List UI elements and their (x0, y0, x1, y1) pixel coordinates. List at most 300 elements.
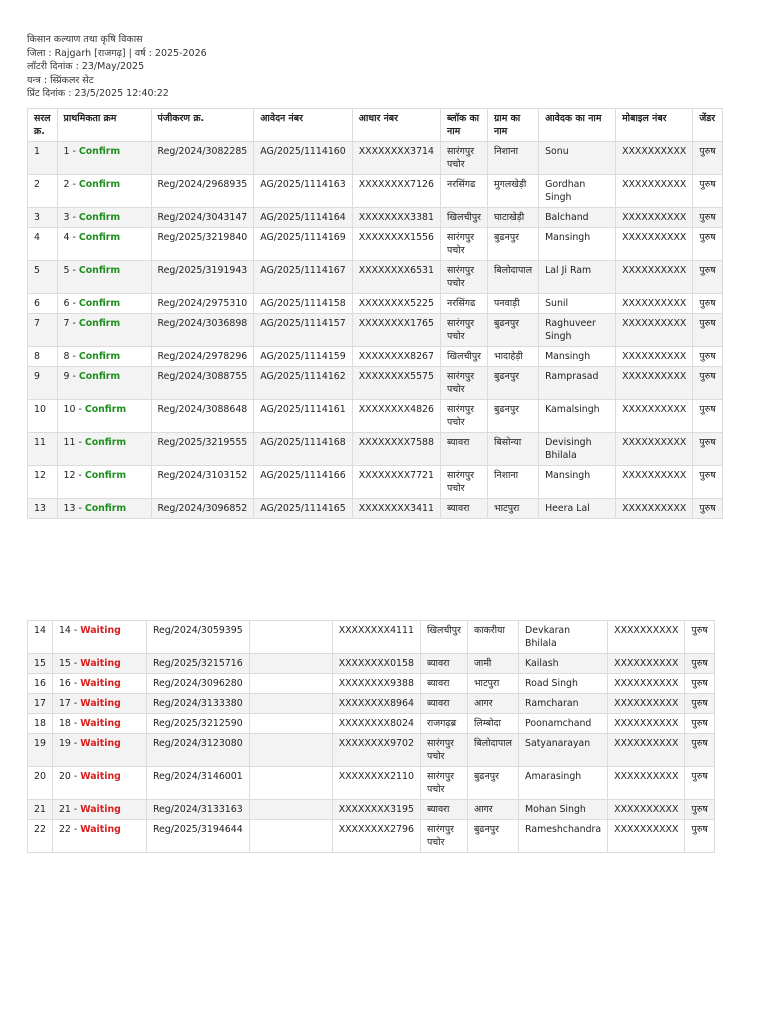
cell-sno: 12 (28, 466, 58, 499)
cell-village: बिलोदापाल (467, 734, 518, 767)
cell-mobile: XXXXXXXXXX (616, 142, 693, 175)
cell-aadhar: XXXXXXXX6531 (352, 261, 440, 294)
cell-block: सारंगपुर पचोर (420, 767, 467, 800)
col-header-app: आवेदन नंबर (254, 109, 352, 142)
table-row (28, 175, 723, 208)
status-label: Confirm (78, 232, 121, 243)
cell-app (249, 654, 332, 674)
cell-sno: 6 (28, 294, 58, 314)
cell-mobile: XXXXXXXXXX (608, 734, 685, 767)
cell-block: सारंगपुर पचोर (440, 367, 487, 400)
cell-name: Sonu (539, 142, 616, 175)
cell-aadhar: XXXXXXXX7721 (352, 466, 440, 499)
col-header-mobile: मोबाइल नंबर (616, 109, 693, 142)
cell-mobile: XXXXXXXXXX (616, 400, 693, 433)
priority-number: 21 (58, 804, 71, 815)
cell-priority (52, 694, 146, 714)
cell-village: बुढनपुर (487, 228, 538, 261)
status-label: Waiting (80, 658, 121, 669)
cell-priority (57, 347, 151, 367)
priority-separator: - (75, 470, 85, 481)
cell-gender: पुरुष (685, 674, 714, 694)
cell-sno: 4 (28, 228, 58, 261)
priority-number: 5 (63, 265, 70, 276)
confirmed-table (27, 108, 723, 519)
cell-block: सारंगपुर पचोर (420, 734, 467, 767)
machine-name: यन्त्र : स्प्रिंकलर सेट (27, 74, 94, 86)
district-year: जिला : Rajgarh [राजगढ़] | वर्ष : 2025-2026 (27, 47, 207, 59)
cell-app (249, 767, 332, 800)
cell-village: आगर (467, 694, 518, 714)
priority-number: 1 (63, 146, 70, 157)
cell-app (249, 694, 332, 714)
priority-number: 14 (58, 625, 71, 636)
cell-reg: Reg/2024/3043147 (151, 208, 254, 228)
priority-separator: - (69, 265, 79, 276)
col-header-sno: सरल क्र. (28, 109, 58, 142)
cell-block: ब्यावरा (420, 654, 467, 674)
table-row (28, 694, 715, 714)
cell-priority (52, 734, 146, 767)
cell-sno: 13 (28, 499, 58, 519)
priority-number: 12 (63, 470, 76, 481)
table-row (28, 820, 715, 853)
cell-priority (52, 654, 146, 674)
cell-reg: Reg/2024/3146001 (146, 767, 249, 800)
cell-priority (57, 466, 151, 499)
priority-number: 13 (63, 503, 76, 514)
priority-separator: - (70, 698, 81, 709)
cell-aadhar: XXXXXXXX5225 (352, 294, 440, 314)
cell-sno: 16 (28, 674, 53, 694)
cell-village: बिसोन्या (487, 433, 538, 466)
cell-name: Gordhan Singh (539, 175, 616, 208)
cell-reg: Reg/2025/3212590 (146, 714, 249, 734)
cell-app (249, 621, 332, 654)
cell-app: AG/2025/1114161 (254, 400, 352, 433)
table-row (28, 314, 723, 347)
cell-name: Balchand (539, 208, 616, 228)
table-row (28, 800, 715, 820)
cell-mobile: XXXXXXXXXX (608, 674, 685, 694)
print-date: प्रिंट दिनांक : 23/5/2025 12:40:22 (27, 88, 169, 99)
cell-block: सारंगपुर पचोर (440, 314, 487, 347)
lottery-date: लॉटरी दिनांक : 23/May/2025 (27, 61, 145, 72)
priority-separator: - (75, 404, 85, 415)
cell-block: खिलचीपुर (420, 621, 467, 654)
cell-gender: पुरुष (693, 367, 722, 400)
cell-app: AG/2025/1114162 (254, 367, 352, 400)
cell-village: भाटपुरा (487, 499, 538, 519)
status-label: Confirm (84, 503, 127, 514)
cell-reg: Reg/2025/3215716 (146, 654, 249, 674)
col-header-village: ग्राम का नाम (487, 109, 538, 142)
priority-separator: - (69, 371, 79, 382)
cell-name: Ramcharan (519, 694, 608, 714)
cell-mobile: XXXXXXXXXX (616, 228, 693, 261)
table-row (28, 367, 723, 400)
cell-mobile: XXXXXXXXXX (608, 654, 685, 674)
cell-name: Kamalsingh (539, 400, 616, 433)
cell-mobile: XXXXXXXXXX (616, 433, 693, 466)
cell-app: AG/2025/1114166 (254, 466, 352, 499)
priority-number: 16 (58, 678, 71, 689)
table-header-row (28, 109, 723, 142)
cell-reg: Reg/2025/3219840 (151, 228, 254, 261)
priority-separator: - (69, 232, 79, 243)
status-label: Confirm (84, 437, 127, 448)
cell-gender: पुरुष (693, 314, 722, 347)
priority-number: 18 (58, 718, 71, 729)
priority-separator: - (75, 503, 85, 514)
table-row (28, 621, 715, 654)
cell-reg: Reg/2025/3219555 (151, 433, 254, 466)
cell-aadhar: XXXXXXXX3381 (352, 208, 440, 228)
cell-aadhar: XXXXXXXX9702 (332, 734, 420, 767)
cell-name: Lal Ji Ram (539, 261, 616, 294)
cell-block: सारंगपुर पचोर (440, 400, 487, 433)
cell-sno: 20 (28, 767, 53, 800)
cell-block: ब्यावरा (440, 433, 487, 466)
table-row (28, 400, 723, 433)
status-label: Confirm (78, 212, 121, 223)
status-label: Waiting (80, 678, 121, 689)
cell-reg: Reg/2024/3133380 (146, 694, 249, 714)
priority-separator: - (69, 351, 79, 362)
priority-separator: - (69, 146, 79, 157)
cell-aadhar: XXXXXXXX1556 (352, 228, 440, 261)
cell-gender: पुरुष (685, 714, 714, 734)
status-label: Confirm (78, 265, 121, 276)
cell-aadhar: XXXXXXXX3411 (352, 499, 440, 519)
priority-separator: - (69, 179, 79, 190)
priority-number: 9 (63, 371, 70, 382)
cell-reg: Reg/2024/2975310 (151, 294, 254, 314)
cell-village: निशाना (487, 466, 538, 499)
cell-aadhar: XXXXXXXX9388 (332, 674, 420, 694)
table-row (28, 654, 715, 674)
cell-aadhar: XXXXXXXX8267 (352, 347, 440, 367)
status-label: Confirm (78, 146, 121, 157)
cell-gender: पुरुष (685, 621, 714, 654)
cell-sno: 11 (28, 433, 58, 466)
cell-block: नरसिंगढ (440, 294, 487, 314)
cell-block: सारंगपुर पचोर (440, 261, 487, 294)
priority-separator: - (70, 824, 81, 835)
cell-name: Heera Lal (539, 499, 616, 519)
status-label: Waiting (80, 625, 121, 636)
cell-name: Raghuveer Singh (539, 314, 616, 347)
cell-mobile: XXXXXXXXXX (608, 694, 685, 714)
priority-separator: - (69, 318, 79, 329)
cell-village: बुढनपुर (467, 767, 518, 800)
cell-app (249, 800, 332, 820)
cell-sno: 19 (28, 734, 53, 767)
priority-separator: - (69, 212, 79, 223)
priority-number: 8 (63, 351, 70, 362)
status-label: Confirm (78, 298, 121, 309)
priority-separator: - (75, 437, 85, 448)
cell-block: राजगढ़ब्र (420, 714, 467, 734)
cell-name: Rameshchandra (519, 820, 608, 853)
cell-name: Mansingh (539, 228, 616, 261)
cell-mobile: XXXXXXXXXX (616, 261, 693, 294)
cell-mobile: XXXXXXXXXX (616, 314, 693, 347)
cell-priority (57, 175, 151, 208)
cell-sno: 8 (28, 347, 58, 367)
cell-aadhar: XXXXXXXX8964 (332, 694, 420, 714)
cell-priority (52, 800, 146, 820)
cell-priority (57, 261, 151, 294)
cell-block: नरसिंगढ (440, 175, 487, 208)
cell-priority (52, 621, 146, 654)
table-row (28, 714, 715, 734)
cell-village: बुढनपुर (487, 314, 538, 347)
status-label: Confirm (84, 470, 127, 481)
priority-number: 2 (63, 179, 70, 190)
table-row (28, 294, 723, 314)
col-header-name: आवेदक का नाम (539, 109, 616, 142)
cell-priority (57, 228, 151, 261)
cell-app: AG/2025/1114158 (254, 294, 352, 314)
cell-sno: 9 (28, 367, 58, 400)
cell-mobile: XXXXXXXXXX (616, 347, 693, 367)
cell-block: ब्यावरा (420, 800, 467, 820)
cell-mobile: XXXXXXXXXX (616, 294, 693, 314)
col-header-gender: जेंडर (693, 109, 722, 142)
cell-name: Poonamchand (519, 714, 608, 734)
cell-app: AG/2025/1114169 (254, 228, 352, 261)
cell-village: लिम्बोदा (467, 714, 518, 734)
cell-mobile: XXXXXXXXXX (608, 767, 685, 800)
cell-mobile: XXXXXXXXXX (616, 499, 693, 519)
cell-sno: 18 (28, 714, 53, 734)
cell-sno: 21 (28, 800, 53, 820)
cell-mobile: XXXXXXXXXX (608, 800, 685, 820)
cell-app: AG/2025/1114163 (254, 175, 352, 208)
priority-number: 22 (58, 824, 71, 835)
cell-aadhar: XXXXXXXX3195 (332, 800, 420, 820)
cell-reg: Reg/2024/3036898 (151, 314, 254, 347)
cell-reg: Reg/2024/3059395 (146, 621, 249, 654)
cell-village: बिलोदापाल (487, 261, 538, 294)
cell-sno: 2 (28, 175, 58, 208)
cell-aadhar: XXXXXXXX0158 (332, 654, 420, 674)
cell-name: Ramprasad (539, 367, 616, 400)
cell-aadhar: XXXXXXXX4111 (332, 621, 420, 654)
cell-priority (57, 499, 151, 519)
cell-gender: पुरुष (693, 142, 722, 175)
cell-block: सारंगपुर पचोर (440, 228, 487, 261)
cell-name: Road Singh (519, 674, 608, 694)
cell-name: Amarasingh (519, 767, 608, 800)
priority-separator: - (70, 658, 81, 669)
cell-mobile: XXXXXXXXXX (608, 820, 685, 853)
cell-mobile: XXXXXXXXXX (616, 175, 693, 208)
priority-separator: - (70, 804, 81, 815)
cell-gender: पुरुष (693, 433, 722, 466)
priority-number: 6 (63, 298, 70, 309)
cell-reg: Reg/2024/3133163 (146, 800, 249, 820)
cell-village: बुढनपुर (487, 400, 538, 433)
waiting-table (27, 620, 715, 853)
cell-aadhar: XXXXXXXX7126 (352, 175, 440, 208)
cell-priority (57, 208, 151, 228)
priority-separator: - (70, 678, 81, 689)
cell-gender: पुरुष (685, 734, 714, 767)
cell-reg: Reg/2024/2968935 (151, 175, 254, 208)
cell-name: Kailash (519, 654, 608, 674)
priority-number: 10 (63, 404, 76, 415)
cell-aadhar: XXXXXXXX1765 (352, 314, 440, 347)
cell-sno: 1 (28, 142, 58, 175)
cell-reg: Reg/2024/2978296 (151, 347, 254, 367)
cell-block: सारंगपुर पचोर (440, 142, 487, 175)
cell-reg: Reg/2024/3096852 (151, 499, 254, 519)
cell-gender: पुरुष (685, 820, 714, 853)
cell-aadhar: XXXXXXXX2110 (332, 767, 420, 800)
cell-reg: Reg/2024/3088755 (151, 367, 254, 400)
cell-village: बुढनपुर (487, 367, 538, 400)
department-title: किसान कल्याण तथा कृषि विकास (27, 34, 143, 45)
priority-separator: - (70, 738, 81, 749)
cell-app: AG/2025/1114167 (254, 261, 352, 294)
table-row (28, 433, 723, 466)
cell-gender: पुरुष (693, 499, 722, 519)
status-label: Waiting (80, 771, 121, 782)
status-label: Confirm (78, 371, 121, 382)
col-header-aadhar: आधार नंबर (352, 109, 440, 142)
cell-app (249, 734, 332, 767)
cell-priority (57, 400, 151, 433)
cell-app: AG/2025/1114168 (254, 433, 352, 466)
cell-gender: पुरुष (693, 175, 722, 208)
table-row (28, 674, 715, 694)
cell-sno: 3 (28, 208, 58, 228)
cell-priority (57, 367, 151, 400)
table-row (28, 142, 723, 175)
table-row (28, 228, 723, 261)
cell-mobile: XXXXXXXXXX (616, 208, 693, 228)
priority-separator: - (70, 718, 81, 729)
table-row (28, 767, 715, 800)
document-header (27, 33, 207, 101)
cell-village: भाटपुरा (467, 674, 518, 694)
cell-name: Devkaran Bhilala (519, 621, 608, 654)
cell-priority (57, 294, 151, 314)
cell-app (249, 674, 332, 694)
cell-gender: पुरुष (693, 261, 722, 294)
cell-app: AG/2025/1114160 (254, 142, 352, 175)
cell-sno: 15 (28, 654, 53, 674)
cell-block: सारंगपुर पचोर (420, 820, 467, 853)
cell-app: AG/2025/1114157 (254, 314, 352, 347)
table-row (28, 466, 723, 499)
status-label: Confirm (84, 404, 127, 415)
cell-aadhar: XXXXXXXX2796 (332, 820, 420, 853)
cell-gender: पुरुष (685, 654, 714, 674)
status-label: Waiting (80, 824, 121, 835)
priority-separator: - (70, 771, 81, 782)
cell-gender: पुरुष (693, 466, 722, 499)
cell-gender: पुरुष (693, 208, 722, 228)
cell-block: ब्यावरा (420, 674, 467, 694)
priority-number: 4 (63, 232, 70, 243)
cell-app: AG/2025/1114164 (254, 208, 352, 228)
cell-reg: Reg/2025/3194644 (146, 820, 249, 853)
cell-aadhar: XXXXXXXX4826 (352, 400, 440, 433)
cell-gender: पुरुष (685, 800, 714, 820)
cell-aadhar: XXXXXXXX7588 (352, 433, 440, 466)
priority-number: 15 (58, 658, 71, 669)
col-header-block: ब्लॉक का नाम (440, 109, 487, 142)
table-row (28, 347, 723, 367)
status-label: Confirm (78, 179, 121, 190)
cell-aadhar: XXXXXXXX5575 (352, 367, 440, 400)
cell-app: AG/2025/1114159 (254, 347, 352, 367)
cell-mobile: XXXXXXXXXX (608, 621, 685, 654)
cell-reg: Reg/2024/3088648 (151, 400, 254, 433)
cell-priority (57, 142, 151, 175)
cell-gender: पुरुष (693, 228, 722, 261)
cell-village: भादाहेड़ी (487, 347, 538, 367)
priority-number: 17 (58, 698, 71, 709)
cell-priority (57, 433, 151, 466)
priority-number: 19 (58, 738, 71, 749)
priority-separator: - (69, 298, 79, 309)
cell-block: सारंगपुर पचोर (440, 466, 487, 499)
cell-village: जामी (467, 654, 518, 674)
cell-sno: 5 (28, 261, 58, 294)
cell-village: घाटाखेड़ी (487, 208, 538, 228)
cell-name: Sunil (539, 294, 616, 314)
cell-priority (52, 674, 146, 694)
cell-name: Mansingh (539, 347, 616, 367)
priority-separator: - (70, 625, 81, 636)
cell-gender: पुरुष (693, 400, 722, 433)
cell-app (249, 714, 332, 734)
status-label: Waiting (80, 804, 121, 815)
cell-priority (52, 767, 146, 800)
table-row (28, 734, 715, 767)
cell-village: पनवाड़ी (487, 294, 538, 314)
cell-village: मुगलखेड़ी (487, 175, 538, 208)
status-label: Waiting (80, 698, 121, 709)
cell-name: Mansingh (539, 466, 616, 499)
table-row (28, 208, 723, 228)
cell-priority (52, 714, 146, 734)
cell-block: ब्यावरा (440, 499, 487, 519)
col-header-priority: प्राथमिकता क्रम (57, 109, 151, 142)
cell-name: Devisingh Bhilala (539, 433, 616, 466)
cell-sno: 17 (28, 694, 53, 714)
cell-reg: Reg/2024/3096280 (146, 674, 249, 694)
cell-sno: 10 (28, 400, 58, 433)
cell-mobile: XXXXXXXXXX (616, 367, 693, 400)
cell-gender: पुरुष (693, 294, 722, 314)
status-label: Confirm (78, 318, 121, 329)
cell-village: आगर (467, 800, 518, 820)
table-row (28, 499, 723, 519)
cell-gender: पुरुष (685, 694, 714, 714)
cell-name: Satyanarayan (519, 734, 608, 767)
status-label: Confirm (78, 351, 121, 362)
cell-village: बुढनपुर (467, 820, 518, 853)
table-row (28, 261, 723, 294)
cell-name: Mohan Singh (519, 800, 608, 820)
cell-priority (57, 314, 151, 347)
cell-reg: Reg/2025/3191943 (151, 261, 254, 294)
